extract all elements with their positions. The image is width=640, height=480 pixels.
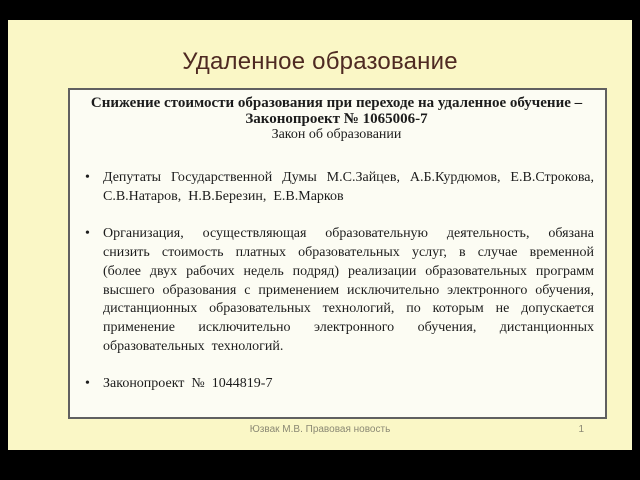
bullet-text: Законопроект № 1044819-7 bbox=[103, 376, 273, 392]
bullet-text: Депутаты Государственной Думы М.С.Зайцев, А.Б.Курдюмов, Е.В.Строкова, С.В.Натаров, Н.В.Березин, Е.В.Марков bbox=[103, 170, 594, 204]
presentation-slide bbox=[8, 20, 632, 450]
content-box bbox=[68, 88, 607, 419]
bullet-icon: • bbox=[85, 170, 90, 185]
box-heading: Снижение стоимости образования при переходе на удаленное обучение – Законопроект № 1065006-7 bbox=[90, 95, 583, 127]
box-subheading: Закон об образовании bbox=[271, 127, 402, 142]
bullet-icon: • bbox=[85, 226, 90, 242]
bullet-text: Организация, осуществляющая образовательную деятельность, обязана снизить стоимость платных образовательных услуг, в случае временной (более двух рабочих недель подряд) реализации образовательных программ высшего образования с применением исключительно электронного обучения, дистанционных образовательных технологий, по которым не допускается применение исключительно электронного обучения, дистанционных образовательных технологий. bbox=[103, 226, 594, 354]
slide-title: Удаленное образование bbox=[182, 48, 458, 75]
bullet-item bbox=[76, 169, 594, 206]
bullet-item bbox=[76, 225, 594, 356]
page-number: 1 bbox=[578, 424, 584, 435]
bullet-icon: • bbox=[85, 376, 90, 392]
bullet-list bbox=[76, 169, 597, 394]
bullet-item bbox=[76, 375, 594, 394]
footer-author: Юзвак М.В. Правовая новость bbox=[249, 424, 391, 435]
